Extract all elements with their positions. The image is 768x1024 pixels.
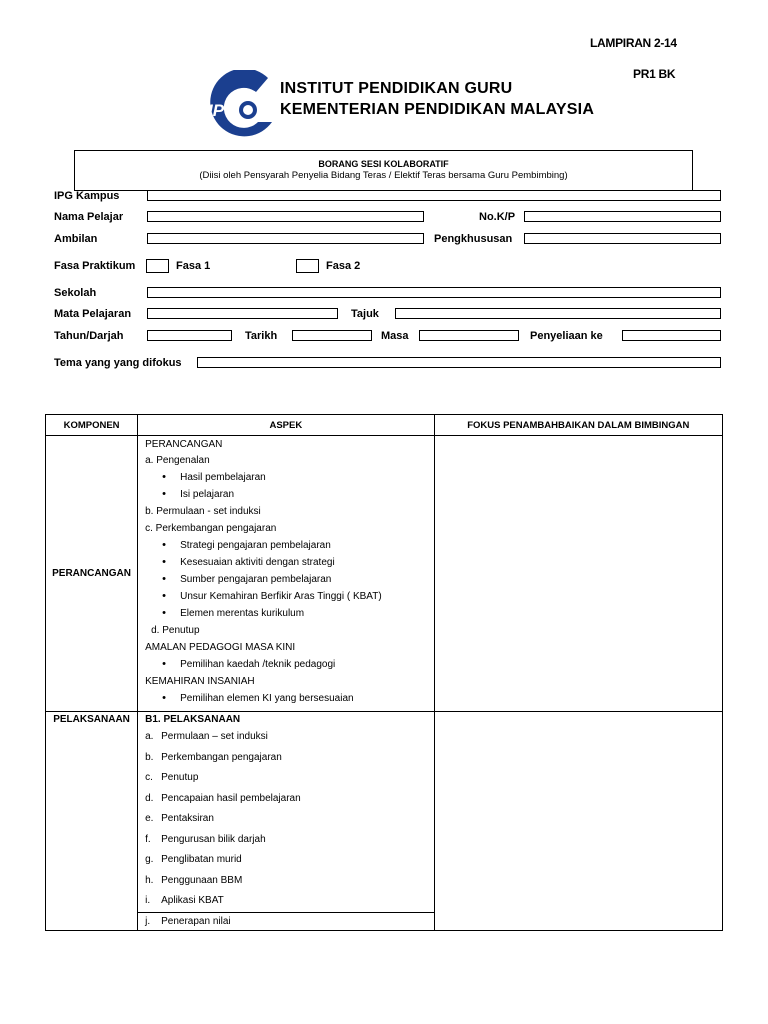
tahun-darjah-label: Tahun/Darjah	[54, 330, 124, 342]
tarikh-label: Tarikh	[245, 330, 278, 342]
list-text: Penggunaan BBM	[161, 874, 243, 886]
list-text: Penutup	[161, 772, 199, 783]
list-text: Pentaksiran	[161, 813, 214, 824]
header-aspek: ASPEK	[138, 415, 434, 436]
table-header-row	[46, 415, 723, 436]
form-title-box	[74, 150, 693, 191]
sekolah-input[interactable]	[147, 287, 721, 298]
tajuk-label: Tajuk	[351, 308, 379, 320]
list-item	[145, 727, 433, 748]
fasa1-checkbox[interactable]	[146, 259, 169, 273]
masa-label: Masa	[381, 330, 409, 342]
ipg-kampus-input[interactable]	[147, 190, 721, 201]
list-item: • Strategi pengajaran pembelajaran	[145, 537, 433, 554]
aspect-heading: AMALAN PEDAGOGI MASA KINI	[145, 642, 296, 653]
table-row-perancangan	[46, 436, 723, 712]
tema-label: Tema yang yang difokus	[54, 357, 182, 369]
nama-pelajar-input[interactable]	[147, 211, 424, 222]
list-text: Aplikasi KBAT	[161, 895, 224, 906]
list-text: Penerapan nilai	[161, 915, 231, 927]
masa-input[interactable]	[419, 330, 519, 341]
list-item	[145, 850, 433, 871]
list-item	[145, 748, 433, 769]
list-item	[145, 789, 433, 810]
list-item: b. Permulaan - set induksi	[145, 506, 261, 517]
list-item: • Kesesuaian aktiviti dengan strategi	[145, 554, 433, 571]
list-letter: c.	[145, 772, 153, 783]
aspect-heading: B1. PELAKSANAAN	[145, 714, 241, 725]
list-text: Perkembangan pengajaran	[161, 751, 282, 763]
institute-name: INSTITUT PENDIDIKAN GURU	[280, 80, 513, 97]
tarikh-input[interactable]	[292, 330, 372, 341]
list-item: d. Penutup	[151, 625, 200, 636]
ipg-kampus-label: IPG Kampus	[54, 190, 120, 202]
list-item	[138, 912, 433, 930]
logo-text: IPG	[208, 101, 238, 120]
pelaksanaan-list	[145, 727, 433, 912]
header-komponen: KOMPONEN	[46, 415, 138, 436]
fasa-praktikum-label: Fasa Praktikum	[54, 260, 136, 272]
list-item: • Pemilihan kaedah /teknik pedagogi	[145, 656, 433, 673]
fasa2-checkbox[interactable]	[296, 259, 319, 273]
list-letter: g.	[145, 854, 154, 865]
table-row-pelaksanaan	[46, 712, 723, 931]
list-item: • Elemen merentas kurikulum	[145, 605, 433, 622]
list-letter: j.	[145, 915, 151, 927]
mata-pelajaran-label: Mata Pelajaran	[54, 308, 132, 320]
list-letter: e.	[145, 813, 154, 824]
aspect-pelaksanaan	[138, 712, 434, 931]
list-item: • Sumber pengajaran pembelajaran	[145, 571, 433, 588]
tema-input[interactable]	[197, 357, 721, 368]
fasa1-label: Fasa 1	[176, 260, 211, 272]
list-item	[145, 871, 433, 892]
list-letter: a.	[145, 731, 154, 742]
header-fokus: FOKUS PENAMBAHBAIKAN DALAM BIMBINGAN	[434, 415, 722, 436]
list-item: a. Pengenalan	[145, 455, 210, 466]
mata-pelajaran-input[interactable]	[147, 308, 338, 319]
list-item: • Unsur Kemahiran Berfikir Aras Tinggi ( KBAT)	[145, 588, 433, 605]
penyeliaan-ke-label: Penyeliaan ke	[530, 330, 603, 342]
penyeliaan-ke-input[interactable]	[622, 330, 721, 341]
ambilan-label: Ambilan	[54, 233, 98, 245]
aspect-perancangan	[138, 436, 434, 712]
list-text: Pengurusan bilik darjah	[161, 833, 266, 845]
list-letter: d.	[145, 792, 154, 804]
list-item	[145, 809, 433, 830]
list-text: Pencapaian hasil pembelajaran	[161, 792, 301, 804]
list-letter: i.	[145, 895, 151, 906]
ambilan-input[interactable]	[147, 233, 424, 244]
form-title: BORANG SESI KOLABORATIF	[318, 159, 449, 169]
list-text: Penglibatan murid	[161, 854, 242, 865]
aspect-heading: PERANCANGAN	[145, 439, 223, 450]
tajuk-input[interactable]	[395, 308, 721, 319]
component-pelaksanaan: PELAKSANAAN	[46, 712, 138, 931]
list-text: Permulaan – set induksi	[161, 731, 268, 742]
sekolah-label: Sekolah	[54, 287, 97, 299]
ministry-name: KEMENTERIAN PENDIDIKAN MALAYSIA	[280, 101, 595, 118]
nama-pelajar-label: Nama Pelajar	[54, 211, 124, 223]
fokus-perancangan[interactable]	[434, 436, 722, 712]
no-kp-input[interactable]	[524, 211, 721, 222]
form-subtitle: (Diisi oleh Pensyarah Penyelia Bidang Teras / Elektif Teras bersama Guru Pembimbing)	[199, 170, 568, 181]
fokus-pelaksanaan[interactable]	[434, 712, 722, 931]
fasa2-label: Fasa 2	[326, 260, 361, 272]
list-item	[145, 768, 433, 789]
pengkhususan-label: Pengkhususan	[434, 233, 513, 245]
list-letter: b.	[145, 751, 154, 763]
list-letter: h.	[145, 874, 154, 886]
ipg-logo	[200, 70, 280, 140]
list-item: • Isi pelajaran	[145, 486, 433, 503]
pengkhususan-input[interactable]	[524, 233, 721, 244]
list-item: • Hasil pembelajaran	[145, 469, 433, 486]
aspect-heading: KEMAHIRAN INSANIAH	[145, 676, 255, 687]
list-item: • Pemilihan elemen KI yang bersesuaian	[145, 690, 433, 707]
form-code: PR1 BK	[633, 67, 676, 81]
assessment-table	[45, 414, 723, 931]
list-item	[145, 891, 433, 912]
no-kp-label: No.K/P	[479, 211, 516, 223]
lampiran-label: LAMPIRAN 2-14	[590, 36, 677, 50]
component-perancangan: PERANCANGAN	[46, 436, 138, 712]
list-item: c. Perkembangan pengajaran	[145, 523, 277, 534]
list-letter: f.	[145, 833, 151, 845]
tahun-darjah-input[interactable]	[147, 330, 232, 341]
list-item	[145, 830, 433, 851]
